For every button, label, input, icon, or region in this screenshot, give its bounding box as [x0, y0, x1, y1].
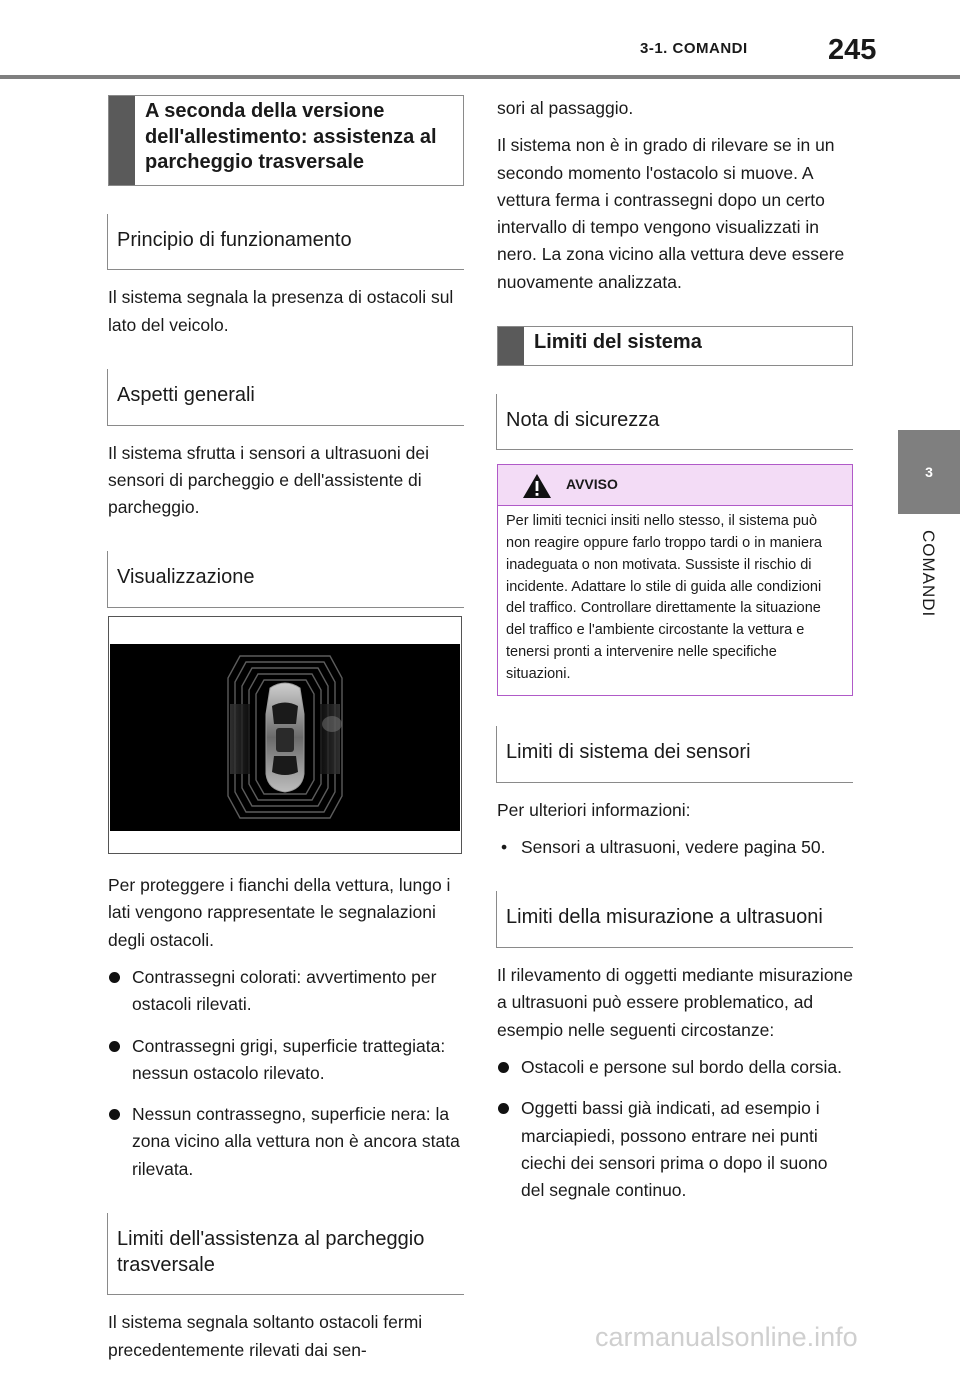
- warning-title: AVVISO: [566, 476, 618, 493]
- bullet-list: [108, 964, 464, 1183]
- left-column: [108, 95, 464, 1394]
- subheading-limiti-misurazione: Limiti della misurazione a ultrasuoni: [496, 891, 853, 948]
- section-title: A seconda della versione dell'allestimento: assistenza al parcheggio trasversale: [145, 100, 437, 174]
- display-screen: [110, 644, 460, 831]
- header-section-title: 3-1. COMANDI: [640, 40, 748, 57]
- chapter-tab[interactable]: 3: [898, 430, 960, 514]
- list-item: Nessun contrassegno, superficie nera: la zona vicino alla vettura non è ancora stata rilevata.: [108, 1101, 464, 1183]
- subheading-visualizzazione: Visualizzazione: [107, 551, 464, 608]
- warning-box: [497, 464, 853, 696]
- section-title-box: [497, 326, 853, 366]
- car-top-view-illustration: [110, 644, 460, 831]
- chapter-label: COMANDI: [919, 530, 938, 618]
- section-title: Limiti del sistema: [534, 331, 702, 354]
- bullet-list: [497, 1054, 853, 1204]
- paragraph: Il rilevamento di oggetti mediante misurazione a ultrasuoni può essere problematico, ad esempio nelle seguenti circostanze:: [497, 965, 854, 1040]
- paragraph: sori al passaggio.: [497, 98, 634, 118]
- subheading-principio: Principio di funzionamento: [107, 214, 464, 271]
- warning-header: [498, 465, 852, 506]
- warning-body: Per limiti tecnici insiti nello stesso, il sistema può non reagire oppure farlo troppo tardi o in maniera inadeguata o non motivata. Sussiste il rischio di incidente. Adattare lo stile di guida alle condizioni del traffico. Controllare direttamente la situazione del traffico e l'ambiente circostante la vettura e tenersi pronti a intervenire nelle specifiche situazioni.: [506, 513, 822, 682]
- list-item-link[interactable]: • Sensori a ultrasuoni, vedere pagina 50.: [497, 834, 853, 861]
- warning-triangle-icon: [522, 473, 552, 499]
- right-column: [497, 95, 853, 1234]
- list-item: Ostacoli e persone sul bordo della corsia.: [497, 1054, 853, 1081]
- parking-display-figure: [108, 616, 462, 854]
- section-bar: [498, 327, 524, 365]
- paragraph: Il sistema non è in grado di rilevare se in un secondo momento l'ostacolo si muove. A vettura ferma i contrassegni dopo un certo intervallo di tempo vengono visualizzati in nero. La zona vicino alla vettura deve essere nuovamente analizzata.: [497, 135, 845, 292]
- paragraph: Il sistema sfrutta i sensori a ultrasuoni dei sensori di parcheggio e dell'assistente di parcheggio.: [108, 442, 429, 518]
- subheading-nota-sicurezza: Nota di sicurezza: [496, 394, 853, 451]
- paragraph: Il sistema segnala la presenza di ostacoli sul lato del veicolo.: [108, 287, 454, 335]
- list-item: Contrassegni grigi, superficie trattegiata: nessun ostacolo rilevato.: [108, 1033, 464, 1088]
- list-item: Oggetti bassi già indicati, ad esempio i marciapiedi, possono entrare nei punti ciechi dei sensori prima o dopo il suono del segnale continuo.: [497, 1095, 853, 1204]
- section-title-box: [108, 95, 464, 186]
- list-item: Contrassegni colorati: avvertimento per ostacoli rilevati.: [108, 964, 464, 1019]
- paragraph: Il sistema segnala soltanto ostacoli fermi precedentemente rilevati dai sen-: [108, 1312, 423, 1360]
- page-number: 245: [828, 34, 877, 66]
- subheading-limiti-sensori: Limiti di sistema dei sensori: [496, 726, 853, 783]
- dash-list: [497, 834, 853, 861]
- subheading-limiti-assistenza: Limiti dell'assistenza al parcheggio trasversale: [107, 1213, 464, 1295]
- paragraph: Per ulteriori informazioni:: [497, 799, 691, 820]
- subheading-aspetti: Aspetti generali: [107, 369, 464, 426]
- header-rule: [0, 75, 960, 79]
- paragraph: Per proteggere i fianchi della vettura, lungo i lati vengono rappresentate le segnalazioni degli ostacoli.: [108, 875, 451, 950]
- watermark: carmanualsonline.info: [595, 1322, 858, 1352]
- section-bar: [109, 96, 135, 185]
